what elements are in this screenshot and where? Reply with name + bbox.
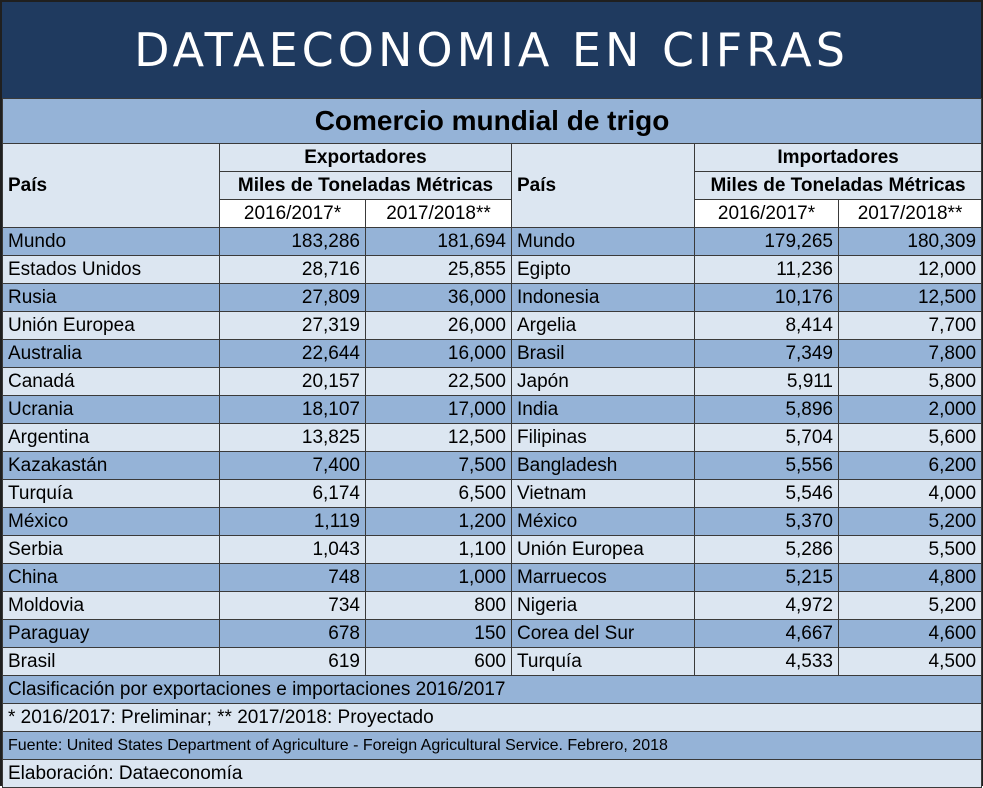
importer-value-2016: 5,546	[695, 480, 839, 508]
exporter-country: México	[3, 508, 220, 536]
table-row	[3, 340, 982, 368]
table-row	[3, 424, 982, 452]
importer-value-2017: 5,500	[839, 536, 982, 564]
exporter-value-2016: 20,157	[220, 368, 366, 396]
wheat-trade-table	[2, 98, 982, 788]
importer-value-2016: 5,370	[695, 508, 839, 536]
exporter-value-2017: 22,500	[366, 368, 512, 396]
exporter-country: Moldovia	[3, 592, 220, 620]
importer-country: Filipinas	[512, 424, 695, 452]
exporter-value-2017: 150	[366, 620, 512, 648]
exporter-country: Australia	[3, 340, 220, 368]
table-row	[3, 564, 982, 592]
table-row	[3, 312, 982, 340]
importer-country: Marruecos	[512, 564, 695, 592]
importer-value-2016: 7,349	[695, 340, 839, 368]
table-title: Comercio mundial de trigo	[3, 99, 982, 144]
source-note: Fuente: United States Department of Agriculture - Foreign Agricultural Service. Febrero, 2018	[3, 732, 982, 760]
importer-value-2016: 4,667	[695, 620, 839, 648]
importers-year2-header: 2017/2018**	[839, 200, 982, 228]
table-row	[3, 228, 982, 256]
importer-value-2017: 12,000	[839, 256, 982, 284]
exporter-value-2017: 1,100	[366, 536, 512, 564]
importer-country: India	[512, 396, 695, 424]
importer-value-2016: 4,533	[695, 648, 839, 676]
importer-value-2016: 10,176	[695, 284, 839, 312]
exporter-value-2016: 183,286	[220, 228, 366, 256]
importer-value-2017: 5,600	[839, 424, 982, 452]
table-row	[3, 284, 982, 312]
importer-value-2017: 7,700	[839, 312, 982, 340]
importer-value-2016: 5,896	[695, 396, 839, 424]
importer-country: México	[512, 508, 695, 536]
credit-note: Elaboración: Dataeconomía	[3, 760, 982, 788]
importer-country-header: País	[512, 144, 695, 228]
exporter-country: Unión Europea	[3, 312, 220, 340]
exporter-value-2017: 600	[366, 648, 512, 676]
exporter-value-2017: 181,694	[366, 228, 512, 256]
importer-country: Japón	[512, 368, 695, 396]
exporter-country: Mundo	[3, 228, 220, 256]
exporter-country: China	[3, 564, 220, 592]
importer-country: Unión Europea	[512, 536, 695, 564]
importer-country: Argelia	[512, 312, 695, 340]
exporter-country: Serbia	[3, 536, 220, 564]
exporter-value-2017: 36,000	[366, 284, 512, 312]
table-row	[3, 592, 982, 620]
importer-value-2017: 5,200	[839, 508, 982, 536]
importer-country: Indonesia	[512, 284, 695, 312]
exporter-value-2017: 12,500	[366, 424, 512, 452]
exporter-value-2017: 6,500	[366, 480, 512, 508]
table-row	[3, 480, 982, 508]
exporter-country: Ucrania	[3, 396, 220, 424]
importer-value-2017: 4,800	[839, 564, 982, 592]
exporter-country: Estados Unidos	[3, 256, 220, 284]
exporter-country-header: País	[3, 144, 220, 228]
exporter-country: Rusia	[3, 284, 220, 312]
importer-country: Corea del Sur	[512, 620, 695, 648]
importer-value-2016: 5,215	[695, 564, 839, 592]
exporter-country: Argentina	[3, 424, 220, 452]
banner-title: DATAECONOMIA EN CIFRAS	[2, 2, 981, 98]
exporter-value-2016: 6,174	[220, 480, 366, 508]
exporter-value-2016: 734	[220, 592, 366, 620]
exporter-value-2016: 1,119	[220, 508, 366, 536]
exporters-header: Exportadores	[220, 144, 512, 172]
exporter-value-2016: 7,400	[220, 452, 366, 480]
exporter-country: Paraguay	[3, 620, 220, 648]
importer-value-2016: 11,236	[695, 256, 839, 284]
importer-value-2017: 12,500	[839, 284, 982, 312]
importer-value-2016: 5,911	[695, 368, 839, 396]
exporters-year2-header: 2017/2018**	[366, 200, 512, 228]
importer-country: Vietnam	[512, 480, 695, 508]
exporter-value-2016: 28,716	[220, 256, 366, 284]
exporter-value-2016: 678	[220, 620, 366, 648]
importer-value-2017: 4,600	[839, 620, 982, 648]
importer-value-2017: 2,000	[839, 396, 982, 424]
importer-value-2016: 4,972	[695, 592, 839, 620]
table-row	[3, 452, 982, 480]
importer-value-2017: 5,200	[839, 592, 982, 620]
exporter-country: Turquía	[3, 480, 220, 508]
exporter-value-2017: 7,500	[366, 452, 512, 480]
importer-value-2017: 7,800	[839, 340, 982, 368]
exporter-value-2017: 1,200	[366, 508, 512, 536]
exporter-value-2017: 17,000	[366, 396, 512, 424]
importer-value-2016: 8,414	[695, 312, 839, 340]
exporter-value-2016: 13,825	[220, 424, 366, 452]
exporter-value-2016: 22,644	[220, 340, 366, 368]
importer-country: Mundo	[512, 228, 695, 256]
exporter-value-2016: 1,043	[220, 536, 366, 564]
exporter-value-2017: 800	[366, 592, 512, 620]
exporter-value-2017: 26,000	[366, 312, 512, 340]
importer-value-2017: 180,309	[839, 228, 982, 256]
table-row	[3, 536, 982, 564]
importer-country: Egipto	[512, 256, 695, 284]
table-row	[3, 256, 982, 284]
table-row	[3, 648, 982, 676]
exporter-value-2017: 1,000	[366, 564, 512, 592]
table-row	[3, 508, 982, 536]
importer-country: Nigeria	[512, 592, 695, 620]
importer-value-2016: 5,704	[695, 424, 839, 452]
table-row	[3, 368, 982, 396]
exporter-value-2016: 27,319	[220, 312, 366, 340]
table-row	[3, 620, 982, 648]
importer-country: Turquía	[512, 648, 695, 676]
importers-units-header: Miles de Toneladas Métricas	[695, 172, 982, 200]
exporter-value-2016: 748	[220, 564, 366, 592]
importer-value-2016: 5,556	[695, 452, 839, 480]
importer-value-2017: 5,800	[839, 368, 982, 396]
importers-header: Importadores	[695, 144, 982, 172]
exporters-year1-header: 2016/2017*	[220, 200, 366, 228]
exporter-value-2017: 25,855	[366, 256, 512, 284]
importer-country: Brasil	[512, 340, 695, 368]
table-row	[3, 396, 982, 424]
importer-value-2017: 4,500	[839, 648, 982, 676]
importers-year1-header: 2016/2017*	[695, 200, 839, 228]
preliminary-note: * 2016/2017: Preliminar; ** 2017/2018: Proyectado	[3, 704, 982, 732]
importer-country: Bangladesh	[512, 452, 695, 480]
exporter-country: Kazakastán	[3, 452, 220, 480]
exporter-country: Canadá	[3, 368, 220, 396]
exporter-value-2016: 27,809	[220, 284, 366, 312]
exporter-value-2016: 619	[220, 648, 366, 676]
importer-value-2017: 4,000	[839, 480, 982, 508]
classification-note: Clasificación por exportaciones e importaciones 2016/2017	[3, 676, 982, 704]
exporter-country: Brasil	[3, 648, 220, 676]
exporter-value-2016: 18,107	[220, 396, 366, 424]
exporter-value-2017: 16,000	[366, 340, 512, 368]
importer-value-2016: 179,265	[695, 228, 839, 256]
importer-value-2016: 5,286	[695, 536, 839, 564]
importer-value-2017: 6,200	[839, 452, 982, 480]
exporters-units-header: Miles de Toneladas Métricas	[220, 172, 512, 200]
